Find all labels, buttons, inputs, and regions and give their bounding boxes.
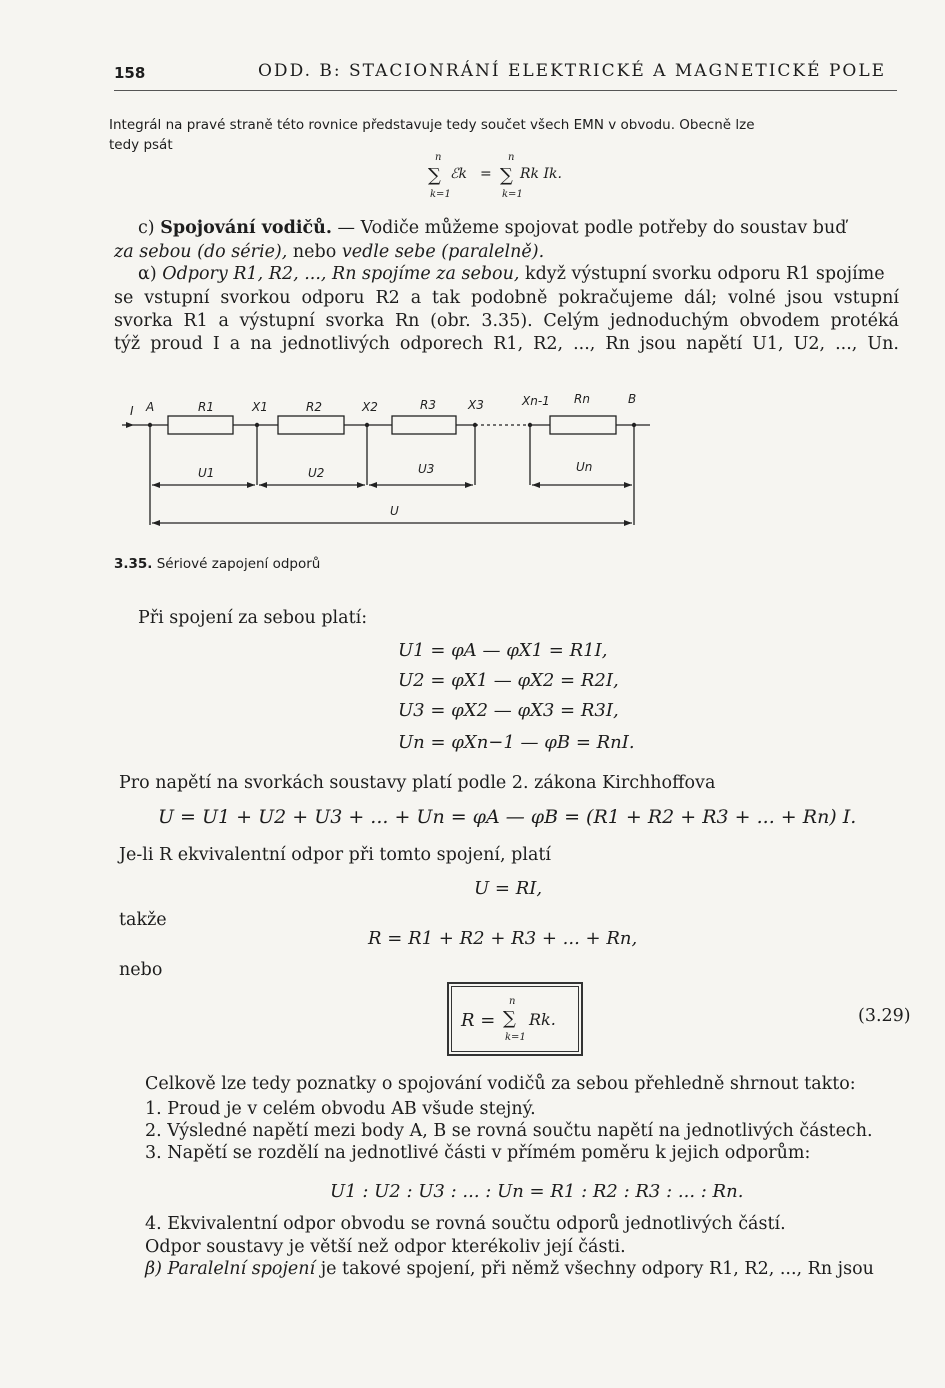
label-xn1: Xn-1 xyxy=(522,394,550,408)
equiv-eq-2: R = R1 + R2 + R3 + ... + Rn, xyxy=(368,928,638,949)
label-un: Un xyxy=(576,460,593,474)
series-intro: Při spojení za sebou platí: xyxy=(138,608,368,628)
resistor-r1 xyxy=(168,416,233,434)
label-b: B xyxy=(628,392,637,406)
takze-word: takže xyxy=(119,910,167,930)
resistor-r3 xyxy=(392,416,456,434)
intro-line-2: tedy psát xyxy=(109,137,173,153)
boxed-equation: R = n ∑ Rk. k=1 xyxy=(447,982,583,1056)
intro-line-1: Integrál na pravé straně této rovnice představuje tedy součet všech EMN v obvodu. Obecně lze xyxy=(109,117,755,133)
summary-item-3: 3. Napětí se rozdělí na jednotlivé části v přímém poměru k jejich odporům: xyxy=(145,1143,811,1163)
label-u2: U2 xyxy=(308,466,325,480)
series-eq-1: U1 = φA — φX1 = R1I, xyxy=(398,640,608,661)
page-number: 158 xyxy=(114,64,146,82)
alpha-line-1: α) Odpory R1, R2, ..., Rn spojíme za sebou, když výstupní svorku odporu R1 spojíme xyxy=(138,264,885,284)
figure-caption: 3.35. Sériové zapojení odporů xyxy=(114,556,321,572)
section-c-line-1: c) Spojování vodičů. — Vodiče můžeme spojovat podle potřeby do soustav buď xyxy=(138,218,847,238)
label-u: U xyxy=(390,504,399,518)
summary-note: Odpor soustavy je větší než odpor kterékoliv její části. xyxy=(145,1237,626,1257)
label-rn: Rn xyxy=(574,392,590,406)
series-eq-3: U3 = φX2 — φX3 = R3I, xyxy=(398,700,619,721)
resistor-r2 xyxy=(278,416,344,434)
label-u3: U3 xyxy=(418,462,435,476)
equiv-text: Je-li R ekvivalentní odpor při tomto spojení, platí xyxy=(119,845,552,865)
alpha-line-3: svorka R1 a výstupní svorka Rn (obr. 3.35). Celým jednoduchým obvodem protéká xyxy=(114,311,899,331)
summary-item-2: 2. Výsledné napětí mezi body A, B se rovná součtu napětí na jednotlivých částech. xyxy=(145,1121,873,1141)
label-x3: X3 xyxy=(468,398,484,412)
ratio-equation: U1 : U2 : U3 : ... : Un = R1 : R2 : R3 : ... : Rn. xyxy=(330,1181,744,1202)
running-title: ODD. B: STACIONRÁNÍ ELEKTRICKÉ A MAGNETICKÉ POLE xyxy=(258,61,887,81)
label-r2: R2 xyxy=(306,400,322,414)
kirchhoff-eq: U = U1 + U2 + U3 + ... + Un = φA — φB = (R1 + R2 + R3 + ... + Rn) I. xyxy=(158,806,857,828)
label-u1: U1 xyxy=(198,466,215,480)
equation-number: (3.29) xyxy=(858,1006,911,1026)
label-x1: X1 xyxy=(252,400,268,414)
kirchhoff-text: Pro napětí na svorkách soustavy platí podle 2. zákona Kirchhoffova xyxy=(119,773,716,793)
summary-item-1: 1. Proud je v celém obvodu AB všude stejný. xyxy=(145,1099,536,1119)
equiv-eq-1: U = RI, xyxy=(474,878,543,899)
nebo-word: nebo xyxy=(119,960,163,980)
series-circuit-diagram xyxy=(110,385,660,535)
series-eq-4: Un = φXn−1 — φB = RnI. xyxy=(398,732,635,753)
label-r1: R1 xyxy=(198,400,214,414)
summary-intro: Celkově lze tedy poznatky o spojování vodičů za sebou přehledně shrnout takto: xyxy=(145,1074,856,1094)
sum-equation: n ∑ ℰk = k=1 n ∑ Rk Ik. k=1 xyxy=(428,152,562,200)
label-x2: X2 xyxy=(362,400,378,414)
label-i: I xyxy=(130,404,134,418)
label-r3: R3 xyxy=(420,398,436,412)
label-a: A xyxy=(146,400,155,414)
alpha-line-4: týž proud I a na jednotlivých odporech R1, R2, ..., Rn jsou napětí U1, U2, ..., Un. xyxy=(114,334,899,354)
beta-line: β) Paralelní spojení je takové spojení, při němž všechny odpory R1, R2, ..., Rn jsou xyxy=(145,1259,874,1279)
section-c-line-2: za sebou (do série), nebo vedle sebe (paralelně). xyxy=(114,242,545,262)
header-rule xyxy=(114,90,897,91)
alpha-line-2: se vstupní svorkou odporu R2 a tak podobně pokračujeme dál; volné jsou vstupní xyxy=(114,288,899,308)
summary-item-4: 4. Ekvivalentní odpor obvodu se rovná součtu odporů jednotlivých částí. xyxy=(145,1214,786,1234)
series-eq-2: U2 = φX1 — φX2 = R2I, xyxy=(398,670,619,691)
resistor-rn xyxy=(550,416,616,434)
